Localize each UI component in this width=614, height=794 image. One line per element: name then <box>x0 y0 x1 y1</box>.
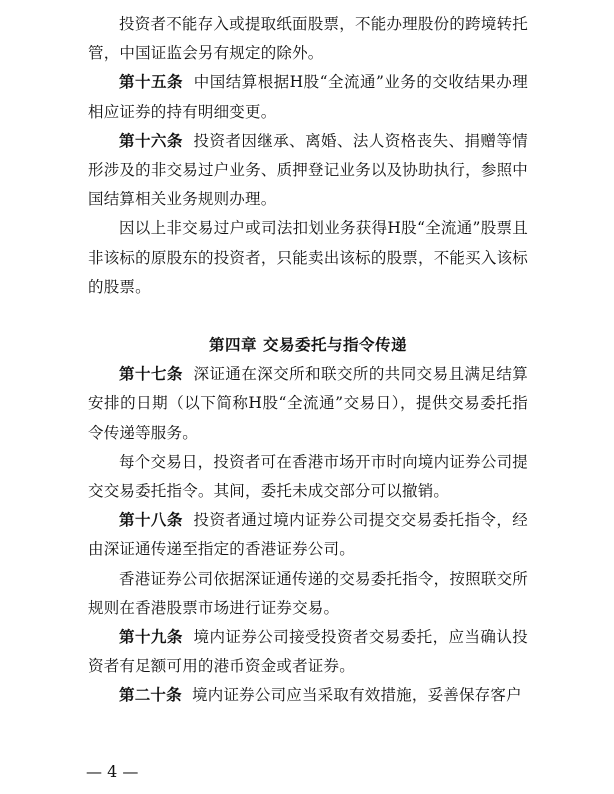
paragraph-custody-restriction <box>88 10 528 68</box>
article-20 <box>88 681 528 710</box>
article-number: 第十七条 <box>119 365 183 384</box>
article-text: 深证通在深交所和联交所的共同交易且满足结算安排的日期（以下简称H股“全流通”交易日），提供交易委托指令传递等服务。 <box>88 365 528 442</box>
paragraph-text: 因以上非交易过户或司法扣划业务获得H股“全流通”股票且非该标的原股东的投资者，只能卖出该标的股票，不能买入该标的股票。 <box>88 219 528 296</box>
section-spacer <box>88 302 528 331</box>
paragraph-text: 投资者不能存入或提取纸面股票，不能办理股份的跨境转托管，中国证监会另有规定的除外。 <box>88 15 528 63</box>
article-number: 第十八条 <box>119 511 183 530</box>
paragraph-hk-broker-execution <box>88 565 528 623</box>
article-text: 投资者因继承、离婚、法人资格丧失、捐赠等情形涉及的非交易过户业务、质押登记业务以及协助执行，参照中国结算相关业务规则办理。 <box>88 131 528 209</box>
article-18 <box>88 506 528 564</box>
paragraph-text: 香港证券公司依据深证通传递的交易委托指令，按照联交所规则在香港股票市场进行证券交易。 <box>88 569 528 617</box>
paragraph-trading-day-orders <box>88 448 528 506</box>
article-text: 境内证券公司接受投资者交易委托，应当确认投资者有足额可用的港币资金或者证券。 <box>88 628 528 676</box>
article-text: 境内证券公司应当采取有效措施，妥善保存客户 <box>192 686 522 705</box>
article-number: 第十六条 <box>119 131 183 150</box>
article-number: 第十五条 <box>119 73 183 92</box>
page-number: — 4 — <box>86 762 139 781</box>
article-17 <box>88 360 528 448</box>
document-body <box>88 10 528 711</box>
article-number: 第二十条 <box>119 686 182 705</box>
article-15 <box>88 68 528 126</box>
article-19 <box>88 623 528 681</box>
chapter-title: 第四章 交易委托与指令传递 <box>209 336 407 355</box>
paragraph-text: 每个交易日，投资者可在香港市场开市时向境内证券公司提交交易委托指令。其间，委托未成交部分可以撤销。 <box>88 452 528 501</box>
paragraph-non-trade-transfer <box>88 214 528 302</box>
article-text: 投资者通过境内证券公司提交交易委托指令，经由深证通传递至指定的香港证券公司。 <box>88 511 528 559</box>
article-text: 中国结算根据H股“全流通”业务的交收结果办理相应证券的持有明细变更。 <box>88 73 528 121</box>
article-number: 第十九条 <box>119 628 183 647</box>
article-16 <box>88 127 528 215</box>
